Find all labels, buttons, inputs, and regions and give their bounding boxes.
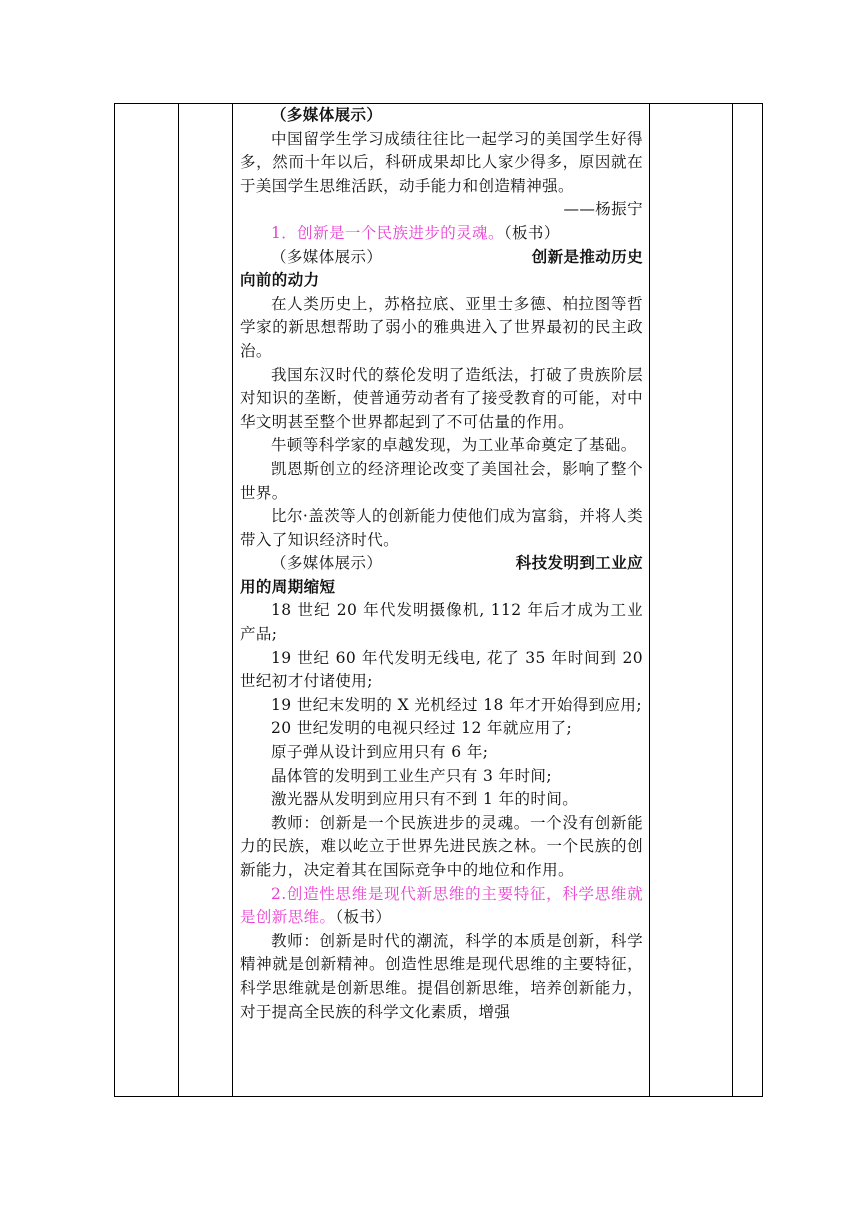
- paragraph: 比尔·盖茨等人的创新能力使他们成为富翁，并将人类带入了知识经济时代。: [240, 507, 643, 549]
- point-2-text: 2.创造性思维是现代新思维的主要特征，科学思维就是创新思维。: [240, 884, 643, 927]
- board-note: （板书）: [335, 908, 392, 927]
- media-title: 科技发明到工业应: [515, 554, 643, 573]
- media-label: （多媒体展示）: [271, 554, 383, 573]
- table-column-5: [732, 103, 763, 1097]
- table-column-2: [178, 103, 233, 1097]
- point-2: [240, 883, 643, 930]
- quote-author: ——杨振宁: [563, 200, 643, 219]
- media-title-cont: 向前的动力: [240, 271, 320, 290]
- media-label: （多媒体展示）: [271, 247, 383, 266]
- list-item: 20 世纪发明的电视只经过 12 年就应用了;: [271, 719, 573, 738]
- board-note: （板书）: [503, 223, 560, 242]
- list-item: 原子弹从设计到应用只有 6 年;: [271, 743, 489, 762]
- paragraph: 凯恩斯创立的经济理论改变了美国社会，影响了整个世界。: [240, 459, 643, 502]
- teacher-remark: 教师：创新是时代的潮流，科学的本质是创新，科学精神就是创新精神。创造性思维是现代思维的主要特征，科学思维就是创新思维。提倡创新思维，培养创新能力，对于提高全民族的科学文化素质，增强: [240, 931, 643, 1021]
- paragraph: 在人类历史上，苏格拉底、亚里士多德、柏拉图等哲学家的新思想帮助了弱小的雅典进入了世界最初的民主政治。: [240, 294, 643, 360]
- point-1: [240, 222, 643, 246]
- point-1-text: 1．创新是一个民族进步的灵魂。: [271, 223, 504, 242]
- paragraph: 牛顿等科学家的卓越发现，为工业革命奠定了基础。: [271, 436, 637, 455]
- paragraph: 我国东汉时代的蔡伦发明了造纸法，打破了贵族阶层对知识的垄断，使普通劳动者有了接受教育的可能，对中华文明甚至整个世界都起到了不可估量的作用。: [240, 365, 643, 431]
- quote-text: 中国留学生学习成绩往往比一起学习的美国学生好得多，然而十年以后，科研成果却比人家少得多，原因就在于美国学生思维活跃，动手能力和创造精神强。: [240, 129, 643, 195]
- table-column-1: [114, 103, 179, 1097]
- teacher-remark: 教师：创新是一个民族进步的灵魂。一个没有创新能力的民族，难以屹立于世界先进民族之林。一个民族的创新能力，决定着其在国际竞争中的地位和作用。: [240, 813, 643, 879]
- media-header-2: [240, 246, 643, 270]
- list-item: 晶体管的发明到工业生产只有 3 年时间;: [271, 766, 552, 785]
- list-item: 激光器从发明到应用只有不到 1 年的时间。: [271, 790, 579, 809]
- media-title: 创新是推动历史: [531, 247, 643, 266]
- table-column-4: [649, 103, 733, 1097]
- list-item: 18 世纪 20 年代发明摄像机, 112 年后才成为工业产品;: [240, 601, 643, 644]
- list-item: 19 世纪末发明的 X 光机经过 18 年才开始得到应用;: [271, 695, 642, 714]
- list-item: 19 世纪 60 年代发明无线电, 花了 35 年时间到 20 世纪初才付诸使用;: [240, 648, 643, 691]
- media-title-cont: 用的周期缩短: [240, 577, 336, 596]
- lesson-content: [240, 104, 643, 1024]
- media-header-3: [240, 552, 643, 576]
- media-header: （多媒体展示）: [271, 106, 383, 124]
